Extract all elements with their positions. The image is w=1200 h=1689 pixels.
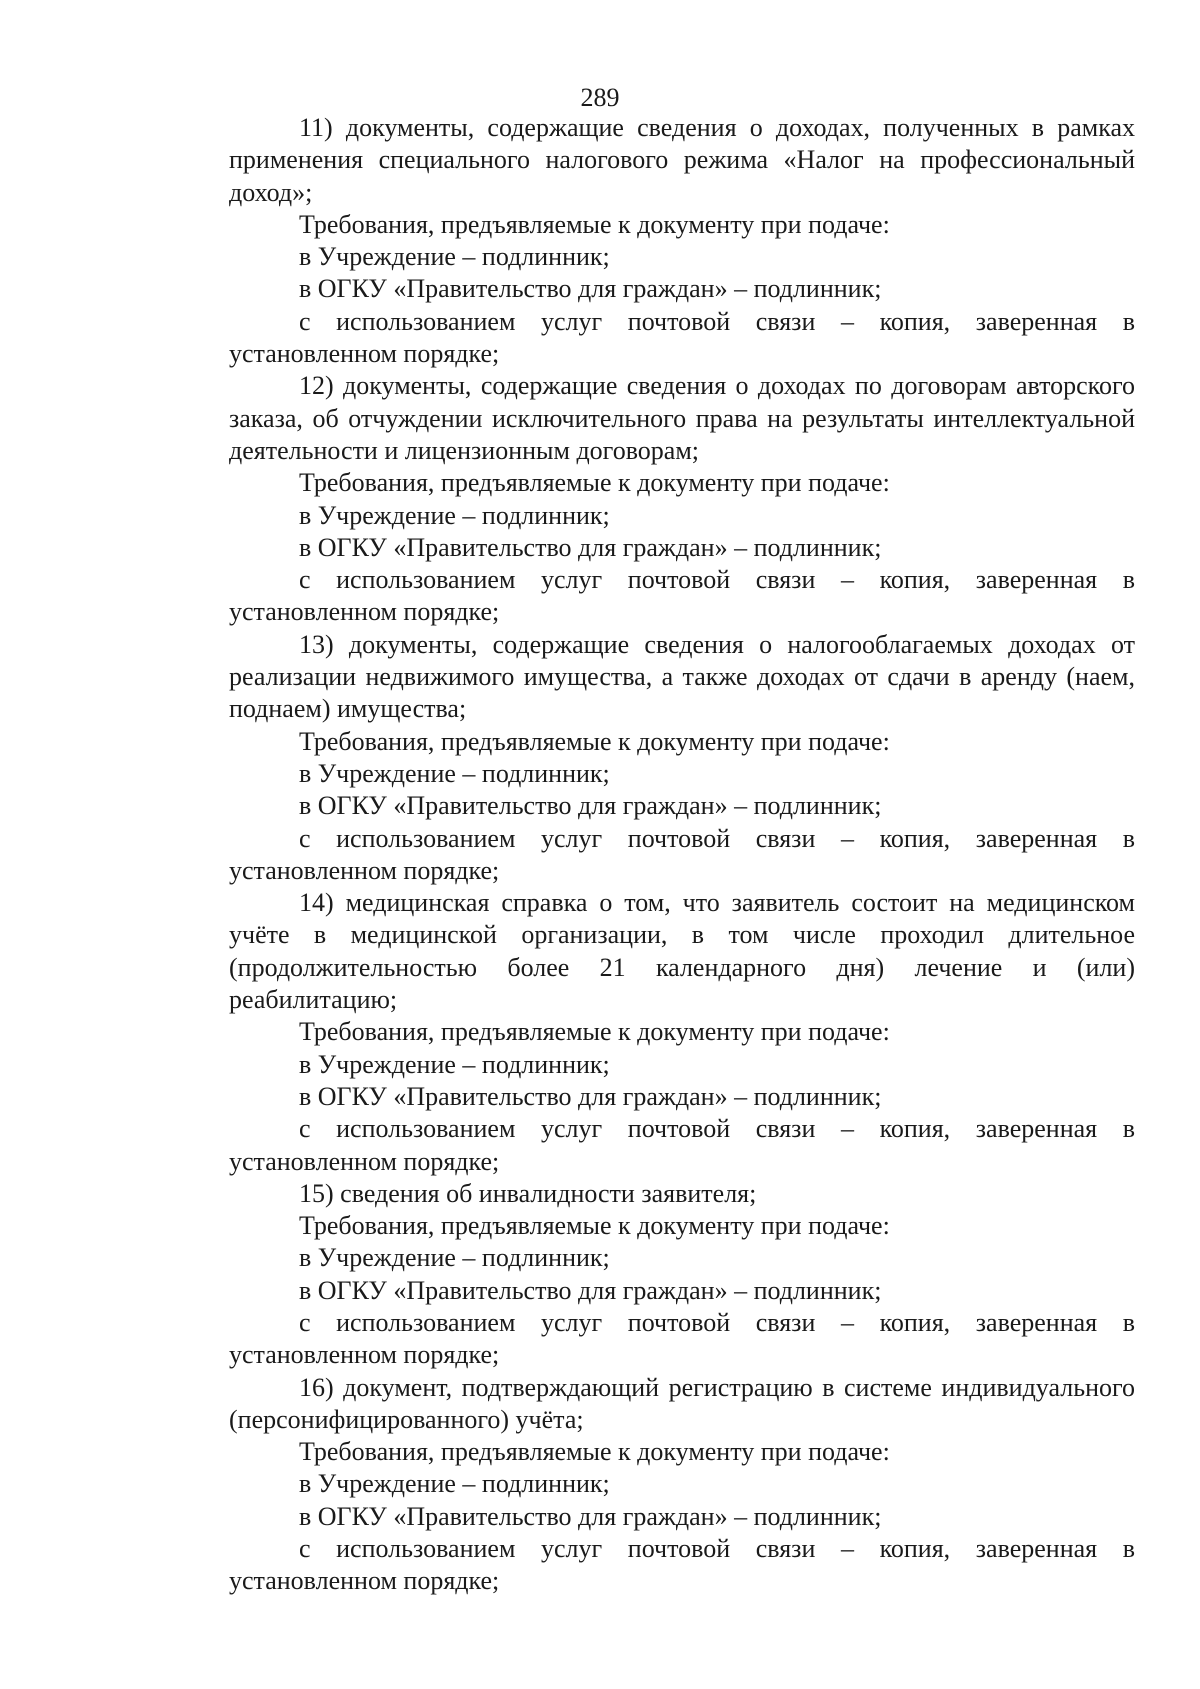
paragraph-item-13: 13) документы, содержащие сведения о налогооблагаемых доходах от реализации недвижимого имущества, а также доходах от сдачи в аренду (наем, поднаем) имущества; xyxy=(229,629,1135,724)
paragraph-ogku: в ОГКУ «Правительство для граждан» – подлинник; xyxy=(299,532,882,562)
paragraph-requirements: Требования, предъявляемые к документу при подаче: xyxy=(299,209,890,239)
paragraph-ogku: в ОГКУ «Правительство для граждан» – подлинник; xyxy=(299,1081,882,1111)
paragraph-requirements: Требования, предъявляемые к документу при подаче: xyxy=(299,726,890,756)
paragraph-requirements: Требования, предъявляемые к документу при подаче: xyxy=(299,1017,890,1047)
paragraph-postal: с использованием услуг почтовой связи – копия, заверенная в установленном порядке; xyxy=(229,565,1135,627)
paragraph-item-14: 14) медицинская справка о том, что заявитель состоит на медицинском учёте в медицинской организации, в том числе проходил длительное (продолжительностью более 21 календарного дня) лечение и (или) реабилитацию; xyxy=(229,888,1135,1015)
paragraph-ogku: в ОГКУ «Правительство для граждан» – подлинник; xyxy=(299,1275,882,1305)
page-number: 289 xyxy=(580,83,620,112)
paragraph-postal: с использованием услуг почтовой связи – копия, заверенная в установленном порядке; xyxy=(229,1534,1135,1596)
document-body xyxy=(229,112,1135,1598)
paragraph-institution: в Учреждение – подлинник; xyxy=(299,1049,610,1079)
paragraph-item-12: 12) документы, содержащие сведения о доходах по договорам авторского заказа, об отчуждении исключительного права на результаты интеллектуальной деятельности и лицензионным договорам; xyxy=(229,371,1135,465)
paragraph-ogku: в ОГКУ «Правительство для граждан» – подлинник; xyxy=(299,1501,882,1531)
paragraph-item-15: 15) сведения об инвалидности заявителя; xyxy=(299,1178,757,1208)
paragraph-postal: с использованием услуг почтовой связи – копия, заверенная в установленном порядке; xyxy=(229,1114,1135,1176)
paragraph-postal: с использованием услуг почтовой связи – копия, заверенная в установленном порядке; xyxy=(229,1307,1135,1370)
paragraph-requirements: Требования, предъявляемые к документу при подаче: xyxy=(299,1437,890,1467)
paragraph-item-16: 16) документ, подтверждающий регистрацию в системе индивидуального (персонифицированного) учёта; xyxy=(229,1372,1135,1434)
paragraph-institution: в Учреждение – подлинник; xyxy=(299,1243,610,1273)
paragraph-institution: в Учреждение – подлинник; xyxy=(299,500,610,530)
paragraph-institution: в Учреждение – подлинник; xyxy=(299,758,610,788)
paragraph-requirements: Требования, предъявляемые к документу при подаче: xyxy=(299,1211,890,1241)
paragraph-ogku: в ОГКУ «Правительство для граждан» – подлинник; xyxy=(299,274,882,304)
paragraph-institution: в Учреждение – подлинник; xyxy=(299,1469,610,1499)
paragraph-postal: с использованием услуг почтовой связи – копия, заверенная в установленном порядке; xyxy=(229,823,1135,885)
paragraph-requirements: Требования, предъявляемые к документу при подаче: xyxy=(299,468,890,498)
paragraph-ogku: в ОГКУ «Правительство для граждан» – подлинник; xyxy=(299,791,882,821)
paragraph-postal: с использованием услуг почтовой связи – копия, заверенная в установленном порядке; xyxy=(229,306,1135,369)
paragraph-institution: в Учреждение – подлинник; xyxy=(299,242,610,272)
paragraph-item-11: 11) документы, содержащие сведения о доходах, полученных в рамках применения специального налогового режима «Налог на профессиональный доход»; xyxy=(229,113,1135,207)
